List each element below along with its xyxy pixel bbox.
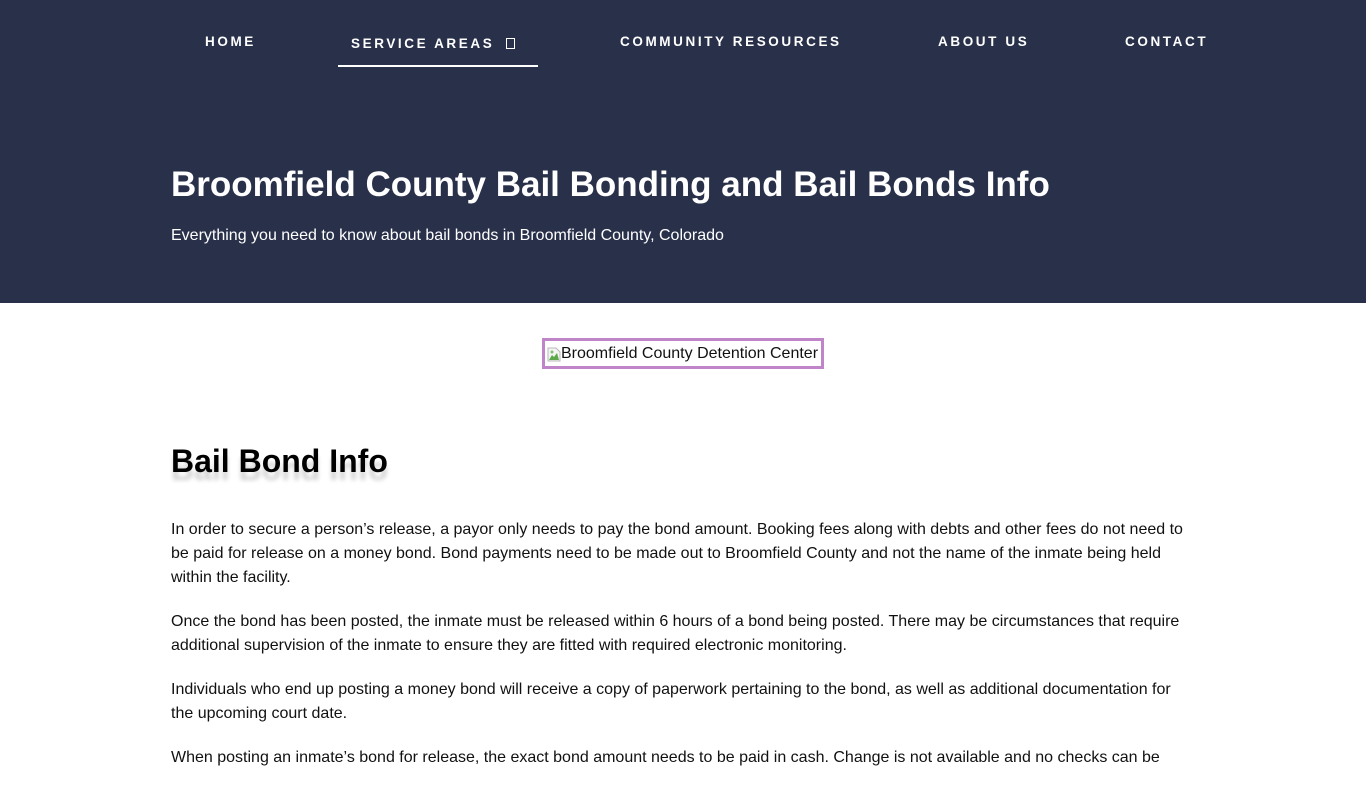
page-subtitle: Everything you need to know about bail bonds in Broomfield County, Colorado — [171, 227, 724, 244]
paragraph: Once the bond has been posted, the inmate must be released within 6 hours of a bond being posted. There may be circumstances that require additional supervision of the inmate to ensure they are fitted with required electronic monitoring. — [171, 613, 1180, 654]
section-heading: Bail Bond Info — [171, 443, 388, 479]
broken-image-icon — [547, 346, 561, 362]
dropdown-caret-icon — [506, 38, 515, 49]
main-nav — [0, 0, 1366, 80]
paragraph: In order to secure a person’s release, a payor only needs to pay the bond amount. Booking fees along with debts and other fees do not need to be paid for release on a money bond. Bond payments need to be made out to Broomfield County and not the name of the inmate being held within the facility. — [171, 521, 1183, 586]
paragraph: Individuals who end up posting a money bond will receive a copy of paperwork pertaining to the bond, as well as additional documentation for the upcoming court date. — [171, 681, 1171, 722]
image-alt-text: Broomfield County Detention Center — [561, 344, 819, 362]
nav-item-contact[interactable]: CONTACT — [1125, 34, 1209, 49]
nav-item-service-areas[interactable] — [338, 36, 538, 67]
nav-item-label: SERVICE AREAS — [351, 36, 495, 51]
nav-item-community-resources[interactable]: COMMUNITY RESOURCES — [620, 34, 842, 49]
detention-center-image — [542, 338, 824, 369]
article-content — [171, 518, 1196, 790]
page-title: Broomfield County Bail Bonding and Bail Bonds Info — [171, 165, 1050, 204]
nav-item-home[interactable]: HOME — [205, 34, 256, 49]
paragraph: When posting an inmate’s bond for release, the exact bond amount needs to be paid in cash. Change is not available and no checks can be — [171, 749, 1160, 766]
hero-header — [0, 0, 1366, 303]
nav-item-about-us[interactable]: ABOUT US — [938, 34, 1030, 49]
